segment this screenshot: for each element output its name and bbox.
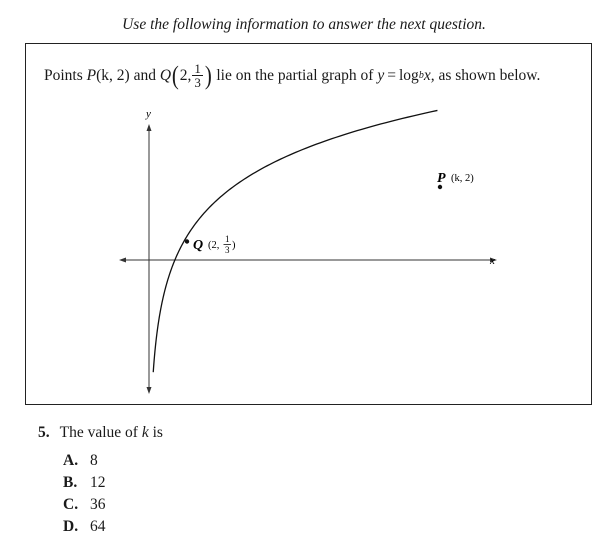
point-q-fraction: $\frac{1}{3}$ (194, 61, 201, 90)
stem-text-2: lie on the partial graph of (216, 66, 374, 84)
eq-log: log (399, 66, 419, 84)
point-q-name: Q (159, 66, 172, 84)
point-q-frac-num: 1 (225, 234, 230, 244)
eq-equals: = (387, 66, 396, 84)
option-b[interactable] (63, 474, 106, 492)
question (38, 424, 163, 442)
point-p-label: P (437, 171, 446, 186)
option-c-letter: C. (63, 496, 79, 513)
point-p-args: (k, 2) (96, 66, 130, 84)
option-b-letter: B. (63, 474, 78, 491)
option-c-value: 36 (90, 496, 106, 513)
eq-y: y (377, 66, 385, 84)
point-q-label: Q (193, 238, 204, 253)
y-axis-arrow-top (147, 124, 152, 131)
stem-text-3: as shown below. (438, 66, 541, 84)
point-q-dot (185, 239, 189, 243)
eq-x: x, (423, 66, 435, 84)
y-axis-label: y (146, 108, 151, 120)
option-d-value: 64 (90, 518, 106, 535)
option-b-value: 12 (90, 474, 106, 491)
option-d[interactable] (63, 518, 106, 536)
question-text-before: The value of (59, 424, 138, 441)
question-number: 5. (38, 424, 50, 441)
option-a[interactable] (63, 452, 98, 470)
eq-base: b (418, 70, 424, 81)
option-a-value: 8 (90, 452, 98, 469)
option-d-letter: D. (63, 518, 79, 535)
point-q-x: 2, (179, 66, 192, 84)
intro-instruction: Use the following information to answer the next question. (122, 16, 486, 33)
x-axis-label: x (490, 255, 495, 267)
point-p-name: P (86, 66, 97, 84)
stem-text-1: Points (44, 66, 83, 84)
option-c[interactable] (63, 496, 106, 514)
question-text-after: is (152, 424, 163, 441)
x-axis-arrow-left (119, 258, 126, 263)
y-axis-arrow-bottom (147, 387, 152, 394)
point-q-coords-prefix: (2, (208, 240, 220, 251)
stem-and: and (133, 66, 156, 84)
option-a-letter: A. (63, 452, 79, 469)
question-var: k (141, 424, 149, 441)
problem-stem: Points P (k, 2) and Q ( 2, $\frac{1}{3}$ ) lie on the partial graph of y = log b x, as shown below. (44, 60, 541, 90)
point-p-coords: (k, 2) (451, 173, 474, 184)
point-q-frac-den: 3 (225, 245, 230, 255)
point-q-coords-suffix: ) (232, 240, 236, 251)
